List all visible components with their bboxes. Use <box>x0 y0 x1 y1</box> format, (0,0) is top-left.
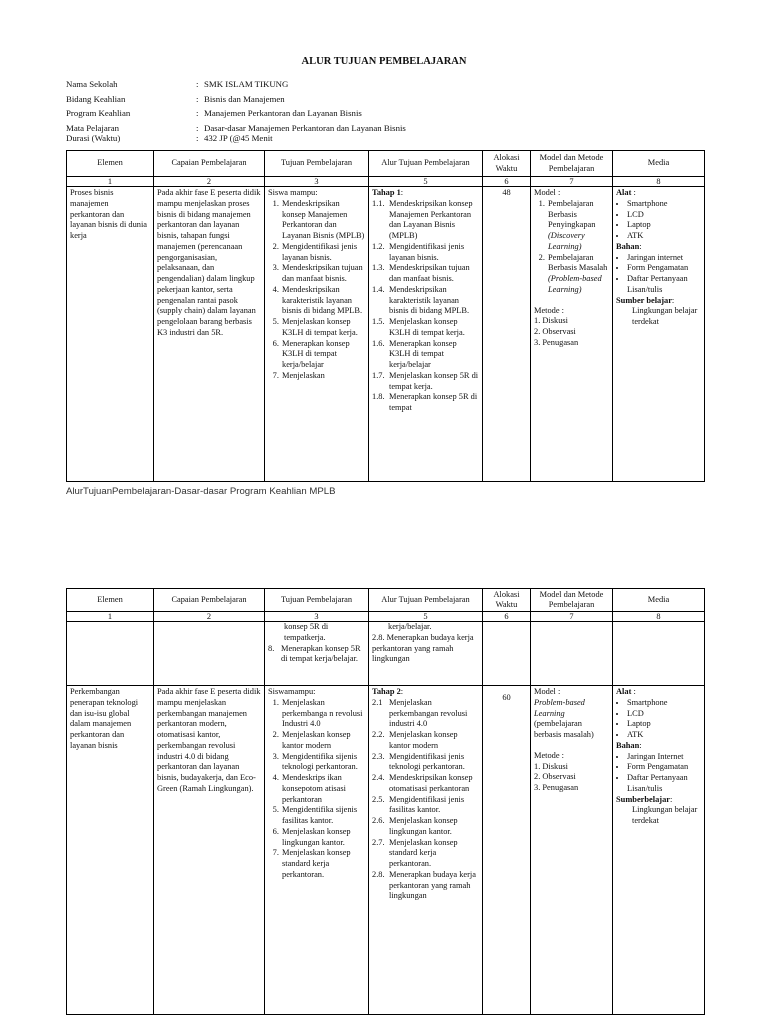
list-item: 3. Mendeskripsikan tujuan dan manfaat bisnis. <box>281 263 365 285</box>
tujuan-list <box>268 698 365 881</box>
list-item: • Daftar Pertanyaan Lisan/tulis <box>627 274 701 296</box>
alur-number: 1.6. <box>372 338 385 348</box>
list-item: 3. Mengidentifika sijenis teknologi perkantoran. <box>281 752 365 774</box>
list-item: • LCD <box>627 210 701 221</box>
info-separator: : <box>196 93 199 104</box>
list-item: 1. Menjelaskan perkembanga n revolusi Industri 4.0 <box>281 698 365 730</box>
model-english: (Discovery Learning) <box>548 231 585 251</box>
info-label: Nama Sekolah <box>66 79 118 89</box>
col-number: 3 <box>265 177 369 187</box>
elemen-text: Proses bisnis manajemen perkantoran dan layanan bisnis di dunia kerja <box>70 188 147 240</box>
model-cell <box>531 622 613 686</box>
tujuan-cell <box>265 686 369 1015</box>
sumber-text: Lingkungan belajar terdekat <box>632 306 698 326</box>
alur-item: Menjelaskan perkembangan revolusi industri 4.0 <box>389 697 468 729</box>
info-separator: : <box>196 122 199 133</box>
info-label: Durasi (Waktu) <box>66 132 121 143</box>
col-number: 2 <box>154 612 265 622</box>
model-title: Model : <box>534 188 561 197</box>
alur-item: Menjelaskan konsep kantor modern <box>389 730 458 750</box>
capaian-cell <box>154 622 265 686</box>
atp-table-page1 <box>66 150 705 482</box>
alur-number: 2.8. <box>372 869 385 879</box>
model-english: Problem-based Learning <box>534 697 585 718</box>
alat-title: Alat <box>616 687 632 697</box>
info-label: Bidang Keahlian <box>66 93 126 104</box>
list-item: • Jaringan Internet <box>627 752 701 763</box>
page-title: ALUR TUJUAN PEMBELAJARAN <box>301 56 467 67</box>
info-separator: : <box>196 132 199 143</box>
table-row <box>67 187 705 482</box>
bahan-title: Bahan <box>616 740 640 750</box>
sumber-text: Lingkungan belajar terdekat <box>632 805 698 826</box>
header-model: Model dan Metode Pembelajaran <box>531 151 613 177</box>
metode-item: 2. Observasi <box>534 772 576 782</box>
header-elemen: Elemen <box>67 151 154 177</box>
col-number: 5 <box>369 177 483 187</box>
list-item: 5. Menjelaskan konsep K3LH di tempat kerja. <box>281 317 365 339</box>
list-item: 5. Mengidentifika sijenis fasilitas kantor. <box>281 805 365 827</box>
model-name: Pembelajaran Berbasis Masalah <box>548 252 608 273</box>
table-number-row <box>67 177 705 187</box>
col-number: 7 <box>531 177 613 187</box>
alur-item: Menerapkan konsep K3LH di tempat kerja/belajar <box>389 338 457 369</box>
info-label: Mata Pelajaran <box>66 122 120 133</box>
alur-number: 1.4. <box>372 284 385 294</box>
col-number: 8 <box>613 612 705 622</box>
alur-item: Menjelaskan konsep 5R di tempat kerja. <box>389 370 479 391</box>
table-row <box>67 686 705 1015</box>
alur-number: 2.5. <box>372 794 385 804</box>
list-item: • Form Pengamatan <box>627 762 701 773</box>
info-row-duration <box>66 133 406 143</box>
list-item: 2. Mengidentifikasi jenis layanan bisnis. <box>281 242 365 264</box>
page-footer: AlurTujuanPembelajaran-Dasar-dasar Program Keahlian MPLB <box>66 486 336 497</box>
tujuan-intro: Siswamampu: <box>268 687 316 697</box>
tujuan-number: 8. <box>268 643 275 653</box>
tujuan-intro: Siswa mampu: <box>268 188 318 197</box>
alur-number: 2.4. <box>372 773 385 783</box>
info-row-program <box>66 108 406 123</box>
table-number-row <box>67 612 705 622</box>
alur-item: Menjelaskan konsep standard kerja perkantoran. <box>389 837 458 869</box>
alat-list <box>616 199 701 242</box>
media-cell <box>613 622 705 686</box>
header-capaian: Capaian Pembelajaran <box>154 151 265 177</box>
alur-number: 2.3. <box>372 751 385 761</box>
info-row-subject <box>66 123 406 133</box>
header-tujuan: Tujuan Pembelajaran <box>265 151 369 177</box>
alur-number: 1.2. <box>372 241 385 251</box>
list-item: 1. Mendeskripsikan konsep Manajemen Perkantoran dan Layanan Bisnis (MPLB) <box>281 199 365 242</box>
list-item: 4. Mendeskripsikan karakteristik layanan bisnis di bidang MPLB. <box>281 285 365 317</box>
elemen-text: Perkembangan penerapan teknologi dan isu-isu global dalam manajemen perkantoran dan layanan bisnis <box>70 687 139 750</box>
alur-item: Menjelaskan konsep K3LH di tempat kerja. <box>389 317 465 337</box>
bahan-title: Bahan <box>616 241 640 251</box>
info-value: 432 JP (@45 Menit <box>204 132 273 143</box>
table-row-continued <box>67 622 705 686</box>
alur-item: Mengidentifikasi jenis fasilitas kantor. <box>389 794 465 815</box>
bahan-list <box>616 253 701 296</box>
model-cell <box>531 686 613 1015</box>
header-model: Model dan Metode Pembelajaran <box>531 589 613 612</box>
alur-item: Menerapkan budaya kerja perkantoran yang ramah lingkungan <box>389 869 476 901</box>
list-item: • Jaringan internet <box>627 253 701 264</box>
model-cell <box>531 187 613 482</box>
info-value: SMK ISLAM TIKUNG <box>204 79 289 89</box>
header-elemen: Elemen <box>67 589 154 612</box>
list-item: • Daftar Pertanyaan Lisan/tulis <box>627 773 701 795</box>
info-value: Manajemen Perkantoran dan Layanan Bisnis <box>204 108 362 119</box>
info-value: Bisnis dan Manajemen <box>204 93 285 104</box>
tujuan-cell <box>265 187 369 482</box>
capaian-text: Pada akhir fase E peserta didik mampu menjelaskan perkembangan manajemen perkantoran modern, otomatisasi kantor, perkembangan revolusi industri 4.0 di bidang perkantoran dan layanan bisnis, budayakerja, dan Eco-Green (Ramah Lingkungan). <box>157 687 261 793</box>
list-item: • LCD <box>627 709 701 720</box>
alur-number: 2.6. <box>372 816 385 826</box>
col-number: 5 <box>369 612 483 622</box>
elemen-cell <box>67 187 154 482</box>
metode-item: 1. Diskusi <box>534 316 568 326</box>
info-label: Program Keahlian <box>66 108 131 119</box>
header-media: Media <box>613 151 705 177</box>
header-media: Media <box>613 589 705 612</box>
col-number: 2 <box>154 177 265 187</box>
alokasi-cell <box>483 686 531 1015</box>
alur-number: 2.7. <box>372 837 385 847</box>
alur-cell <box>369 622 483 686</box>
info-separator: : <box>196 79 199 89</box>
alokasi-cell <box>483 187 531 482</box>
alur-item: Mengidentifikasi jenis layanan bisnis. <box>389 241 465 262</box>
header-capaian: Capaian Pembelajaran <box>154 589 265 612</box>
alur-item: Mendeskripsikan tujuan dan manfaat bisnis. <box>389 263 470 283</box>
atp-table-page2 <box>66 588 705 1015</box>
list-item: 7. Menjelaskan <box>281 371 365 382</box>
list-item: • ATK <box>627 231 701 242</box>
alokasi-cell <box>483 622 531 686</box>
alokasi-value: 48 <box>502 188 511 197</box>
header-alur: Alur Tujuan Pembelajaran <box>369 151 483 177</box>
list-item: • Smartphone <box>627 698 701 709</box>
metode-item: 2. Observasi <box>534 327 576 336</box>
model-title: Model : <box>534 687 561 697</box>
info-value: Dasar-dasar Manajemen Perkantoran dan Layanan Bisnis <box>204 122 406 133</box>
header-alokasi: Alokasi Waktu <box>483 151 531 177</box>
alur-cell: Tahap 1: 1.1. Mendeskripsikan konsep Manajemen Perkantoran dan Layanan Bisnis (MPLB) 1.2. Mengidentifikasi jenis layanan bisnis. 1.3. Mendeskripsikan tujuan dan manfaat bisnis. 1.4. Mendeskripsikan karakteristik layanan bisnis di bidang MPLB. 1.5. Menjelaskan konsep K3LH di tempat kerja. 1.6. Menerapkan konsep K3LH di tempat kerja/belajar 1.7. Menjelaskan konsep 5R di tempat kerja. 1.8. Menerapkan konsep 5R di tempat <box>369 187 483 482</box>
sumber-title: Sumberbelajar <box>616 794 670 804</box>
media-cell: Alat : • Smartphone • LCD • Laptop • ATK Bahan: • Jaringan internet • Form Pengamatan • Daftar Pertanyaan Lisan/tulis Sumber belajar: Lingkungan belajar terdekat <box>613 187 705 482</box>
sumber-title: Sumber belajar <box>616 295 672 305</box>
col-number: 1 <box>67 177 154 187</box>
elemen-cell <box>67 622 154 686</box>
document-info <box>66 79 406 142</box>
alur-stage-title: Tahap 2 <box>372 687 401 697</box>
list-item: • Form Pengamatan <box>627 263 701 274</box>
alat-title: Alat <box>616 188 632 197</box>
alur-number: 1.3. <box>372 263 385 273</box>
alur-item: Mendeskripsikan karakteristik layanan bisnis di bidang MPLB. <box>389 284 470 316</box>
list-item: • Laptop <box>627 220 701 231</box>
alur-number: 1.8. <box>372 392 385 402</box>
metode-item: 3. Penugasan <box>534 337 579 347</box>
elemen-cell <box>67 686 154 1015</box>
model-list <box>534 199 609 296</box>
list-item: 7. Menjelaskan konsep standard kerja perkantoran. <box>281 848 365 880</box>
list-item <box>547 253 609 296</box>
alur-continued: kerja/belajar. <box>388 622 432 632</box>
capaian-cell <box>154 686 265 1015</box>
bahan-list <box>616 752 701 795</box>
alur-item: Mendeskripsikan konsep Manajemen Perkantoran dan Layanan Bisnis (MPLB) <box>389 198 473 240</box>
header-alokasi: Alokasi Waktu <box>483 589 531 612</box>
alur-number: 1.7. <box>372 370 385 380</box>
info-row-school <box>66 79 406 94</box>
col-number: 8 <box>613 177 705 187</box>
tujuan-continued: konsep 5R di tempatkerja. <box>284 622 329 642</box>
list-item: 4. Mendeskrips ikan konsepotom atisasi perkantoran <box>281 773 365 805</box>
list-item: 2. Menjelaskan konsep kantor modern <box>281 730 365 752</box>
model-name: Pembelajaran Berbasis Penyingkapan <box>548 198 596 230</box>
alat-list <box>616 698 701 741</box>
alur-item: 2.8. Menerapkan budaya kerja perkantoran yang ramah lingkungan <box>372 632 474 664</box>
alur-item: Mendeskripsikan konsep otomatisasi perkantoran <box>389 773 473 793</box>
capaian-cell <box>154 187 265 482</box>
header-tujuan: Tujuan Pembelajaran <box>265 589 369 612</box>
col-number: 3 <box>265 612 369 622</box>
capaian-text: Pada akhir fase E peserta didik mampu menjelaskan proses bisnis di bidang manajemen perkantoran dan layanan bisnis, tahapan fungsi manajemen (perencanaan pengorganisasian, pelaksanaan, dan pengendalian) dalam lingkup pekerjaan kantor, serta pengenalan rantai pasok (supply chain) dalam layanan pengelolaan barang berbasis K3 industri dan 5R. <box>157 188 261 337</box>
header-alur: Alur Tujuan Pembelajaran <box>369 589 483 612</box>
media-cell: Alat : • Smartphone • LCD • Laptop • ATK Bahan: • Jaringan Internet • Form Pengamatan • Daftar Pertanyaan Lisan/tulis Sumberbelajar: Lingkungan belajar terdekat <box>613 686 705 1015</box>
tujuan-cell <box>265 622 369 686</box>
alur-stage-title: Tahap 1 <box>372 188 401 197</box>
list-item: • Laptop <box>627 719 701 730</box>
list-item: 6. Menjelaskan konsep lingkungan kantor. <box>281 827 365 849</box>
alur-number: 2.1 <box>372 697 383 707</box>
table-header-row <box>67 589 705 612</box>
list-item <box>547 199 609 253</box>
alur-number: 1.1. <box>372 198 385 208</box>
model-name: (pembelajaran berbasis masalah) <box>534 719 594 740</box>
model-english: (Problem-based Learning) <box>548 274 602 294</box>
alur-item: Menerapkan konsep 5R di tempat <box>389 392 478 412</box>
alur-cell: Tahap 2: 2.1 Menjelaskan perkembangan revolusi industri 4.0 2.2. Menjelaskan konsep kantor modern 2.3. Mengidentifikasi jenis teknologi perkantoran. 2.4. Mendeskripsikan konsep otomatisasi perkantoran 2.5. Mengidentifikasi jenis fasilitas kantor. 2.6. Menjelaskan konsep lingkungan kantor. 2.7. Menjelaskan konsep standard kerja perkantoran. 2.8. Menerapkan budaya kerja perkantoran yang ramah lingkungan <box>369 686 483 1015</box>
alur-number: 2.2. <box>372 730 385 740</box>
col-number: 6 <box>483 612 531 622</box>
info-separator: : <box>196 108 199 119</box>
col-number: 6 <box>483 177 531 187</box>
metode-item: 3. Penugasan <box>534 783 579 793</box>
metode-title: Metode : <box>534 750 565 760</box>
list-item: • ATK <box>627 730 701 741</box>
metode-item: 1. Diskusi <box>534 761 568 771</box>
list-item: 6. Menerapkan konsep K3LH di tempat kerja/belajar <box>281 339 365 371</box>
metode-title: Metode : <box>534 305 565 315</box>
col-number: 7 <box>531 612 613 622</box>
col-number: 1 <box>67 612 154 622</box>
alur-number: 1.5. <box>372 317 385 326</box>
alur-item: Menjelaskan konsep lingkungan kantor. <box>389 816 458 836</box>
alur-item: Mengidentifikasi jenis teknologi perkantoran. <box>389 751 465 772</box>
alokasi-value: 60 <box>502 693 511 703</box>
list-item: • Smartphone <box>627 199 701 210</box>
table-header-row <box>67 151 705 177</box>
tujuan-list <box>268 199 365 382</box>
tujuan-item: Menerapkan konsep 5R di tempat kerja/belajar. <box>281 643 361 664</box>
info-row-field <box>66 94 406 109</box>
